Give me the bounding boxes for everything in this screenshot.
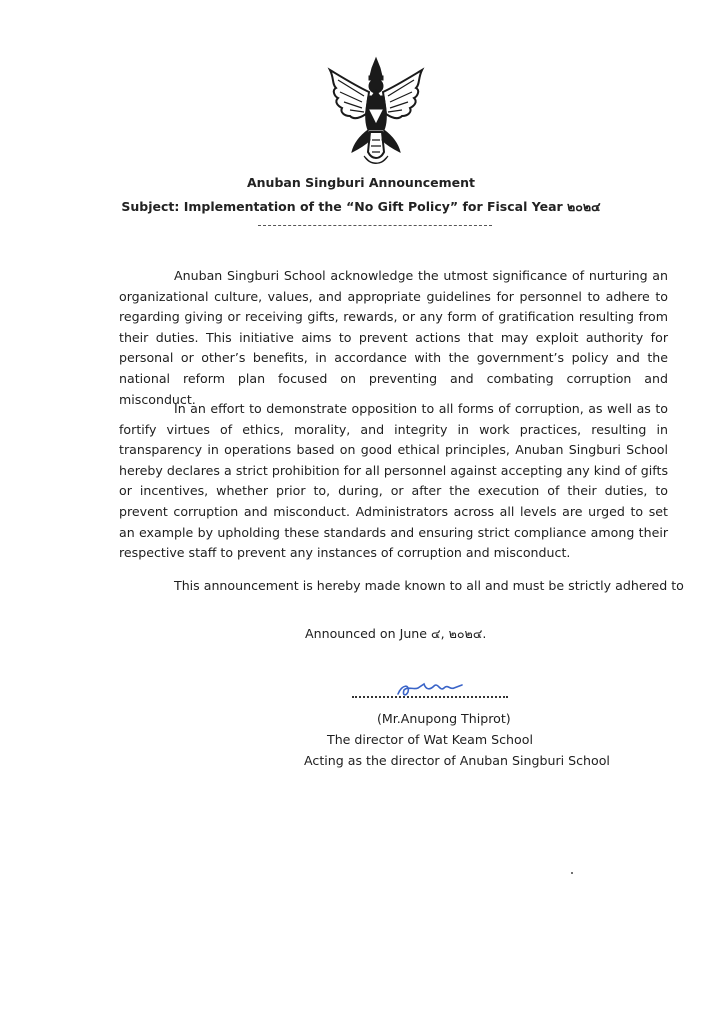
handwritten-signature	[394, 680, 466, 700]
announcement-date: Announced on June ๔, ๒๐๒๔.	[305, 626, 487, 641]
garuda-emblem-icon	[326, 56, 426, 168]
signature-line	[352, 686, 508, 702]
announcement-title: Anuban Singburi Announcement	[246, 175, 475, 190]
announcement-subject: Subject: Implementation of the “No Gift Policy” for Fiscal Year ๒๐๒๔	[121, 199, 601, 214]
signatory-role-1: The director of Wat Keam School	[327, 732, 533, 747]
signatory-role-2: Acting as the director of Anuban Singburi School	[304, 753, 610, 768]
closing-statement: This announcement is hereby made known to all and must be strictly adhered to	[174, 578, 684, 593]
body-paragraph-1: Anuban Singburi School acknowledge the utmost significance of nurturing an organizational culture, values, and appropriate guidelines for personnel to adhere to regarding giving or receiving gifts, rewards, or any form of gratification resulting from their duties. This initiative aims to prevent actions that may exploit authority for personal or other’s benefits, in accordance with the government’s policy and the national reform plan focused on preventing and combating corruption and misconduct.	[119, 268, 668, 407]
scan-speck	[571, 872, 573, 874]
body-paragraph-2: In an effort to demonstrate opposition to all forms of corruption, as well as to fortify virtues of ethics, morality, and integrity in work practices, resulting in transparency in operations based on good ethical principles, Anuban Singburi School hereby declares a strict prohibition for all personnel against accepting any kind of gifts or incentives, whether prior to, during, or after the execution of their duties, to prevent corruption and misconduct. Administrators across all levels are urged to set an example by upholding these standards and ensuring strict compliance among their respective staff to prevent any instances of corruption and misconduct.	[119, 401, 668, 561]
title-divider	[258, 225, 492, 226]
signatory-name: (Mr.Anupong Thiprot)	[377, 711, 511, 726]
